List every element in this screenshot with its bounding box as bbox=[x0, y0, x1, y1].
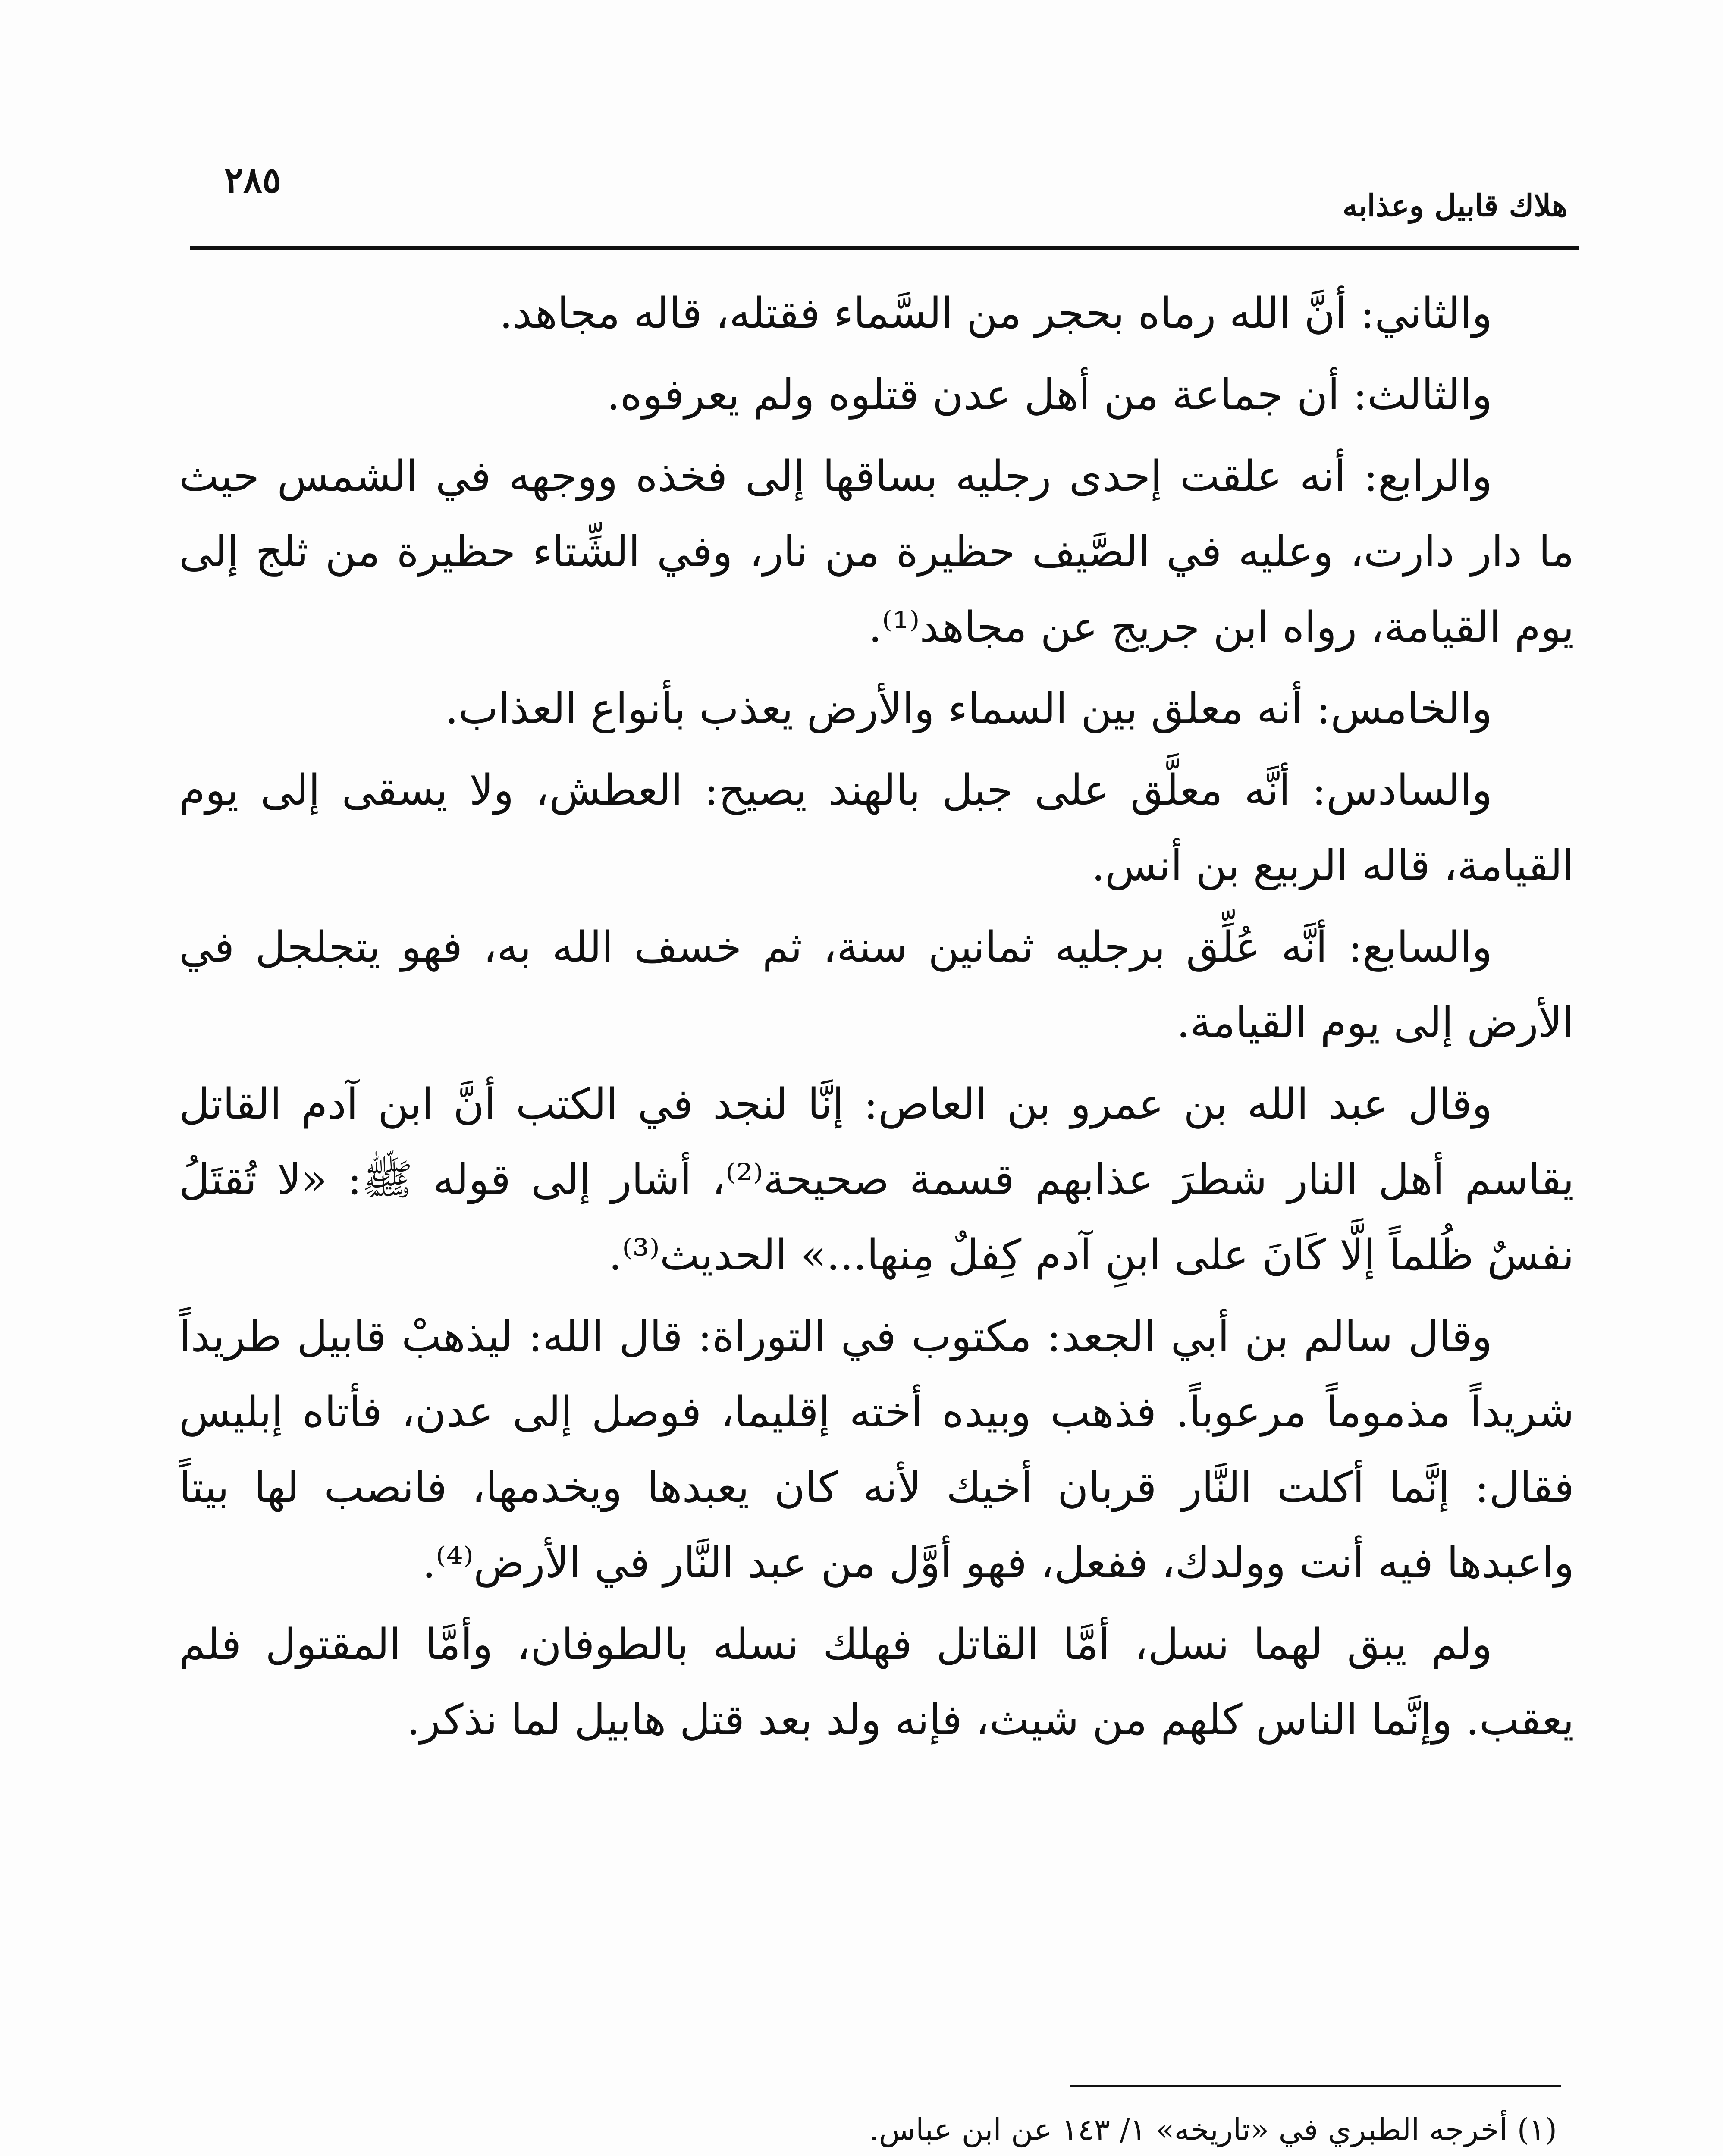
footnotes bbox=[185, 2102, 1566, 2156]
footnote-divider bbox=[1070, 2085, 1561, 2087]
paragraph: ولم يبق لهما نسل، أمَّا القاتل فهلك نسله بالطوفان، وأمَّا المقتول فلم يعقب. وإنَّما الناس كلهم من شيث، فإنه ولد بعد قتل هابيل لما نذكر. bbox=[179, 1620, 1574, 1745]
paragraph: والسابع: أنَّه عُلِّق برجليه ثمانين سنة، ثم خسف الله به، فهو يتجلجل في الأرض إلى يوم القيامة. bbox=[179, 923, 1574, 1047]
paragraph: وقال عبد الله بن عمرو بن العاص: إنَّا لنجد في الكتب أنَّ ابن آدم القاتل يقاسم أهل النار شطرَ عذابهم قسمة صحيحة⁽²⁾، أشار إلى قوله ﷺ: «لا تُقتَلُ نفسٌ ظُلماً إلَّا كَانَ على ابنِ آدم كِفلٌ مِنها...» الحديث⁽³⁾. bbox=[179, 1080, 1574, 1280]
page-number: ٢٨٥ bbox=[224, 160, 282, 201]
footnote-number: (١) bbox=[1517, 2112, 1557, 2147]
paragraph: والثالث: أن جماعة من أهل عدن قتلوه ولم يعرفوه. bbox=[606, 370, 1492, 420]
paragraph: والرابع: أنه علقت إحدى رجليه بساقها إلى فخذه ووجهه في الشمس حيث ما دار دارت، وعليه في الصَّيف حظيرة من نار، وفي الشِّتاء حظيرة من ثلج إلى يوم القيامة، رواه ابن جريج عن مجاهد⁽¹⁾. bbox=[179, 452, 1574, 652]
running-title: هلاك قابيل وعذابه bbox=[1342, 188, 1568, 223]
footnote bbox=[185, 2102, 1566, 2156]
paragraph: وقال سالم بن أبي الجعد: مكتوب في التوراة: قال الله: ليذهبْ قابيل طريداً شريداً مذموماً مرعوباً. فذهب وبيده أخته إقليما، فوصل إلى عدن، فأتاه إبليس فقال: إنَّما أكلت النَّار قربان أخيك لأنه كان يعبدها ويخدمها، فانصب لها بيتاً واعبدها فيه أنت وولدك، ففعل، فهو أوَّل من عبد النَّار في الأرض⁽⁴⁾. bbox=[179, 1312, 1574, 1588]
main-text bbox=[179, 276, 1574, 1764]
header-divider bbox=[190, 246, 1579, 250]
paragraph: والثاني: أنَّ الله رماه بحجر من السَّماء فقتله، قاله مجاهد. bbox=[499, 289, 1492, 338]
footnote-text: أخرجه الطبري في «تاريخه» ١/ ١٤٣ عن ابن عباس. bbox=[869, 2112, 1508, 2147]
paragraph: والخامس: أنه معلق بين السماء والأرض يعذب بأنواع العذاب. bbox=[445, 684, 1492, 733]
paragraph: والسادس: أنَّه معلَّق على جبل بالهند يصيح: العطش، ولا يسقى إلى يوم القيامة، قاله الربيع بن أنس. bbox=[179, 766, 1574, 890]
